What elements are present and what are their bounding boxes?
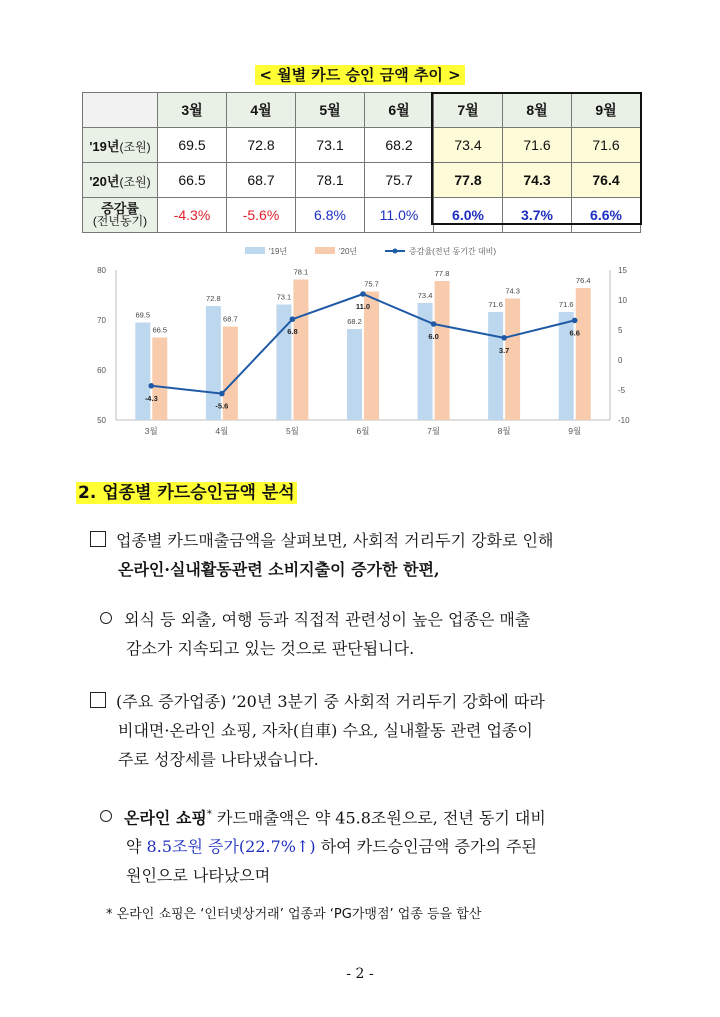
month-header: 4월 [227,93,296,128]
bar [152,338,167,421]
legend-line-marker [393,249,398,254]
table-title: < 월별 카드 승인 금액 추이 > [0,64,720,85]
y2-tick-label: 15 [618,266,627,275]
rate-data-label: -4.3 [144,393,158,403]
table-cell: 11.0% [365,198,434,233]
paragraph-3: (주요 증가업종) ’20년 3분기 중 사회적 거리두기 강화에 따라 비대면·온라인 쇼핑, 자차(自車) 수요, 실내활동 관련 업종이 주로 성장세를 나타냈습니다. [90,687,642,774]
table-header-row [83,93,641,128]
table-cell: -5.6% [227,198,296,233]
table-cell: 3.7% [503,198,572,233]
card-approval-table [82,92,641,233]
bar-data-label: 74.3 [505,286,520,296]
bar [293,280,308,421]
y-tick-label: 60 [97,366,106,375]
table-cell: 72.8 [227,128,296,163]
rate-data-label: 11.0 [355,302,371,311]
row-header: 증감률 (전년동기) [83,198,158,233]
bar-data-label: 68.2 [347,317,362,326]
month-header: 7월 [434,93,503,128]
table-cell: 77.8 [434,163,503,198]
paragraph-3-line-3: 주로 성장세를 나타냈습니다. [118,750,319,769]
month-header: 8월 [503,93,572,128]
table-cell: 6.8% [296,198,365,233]
x-tick-label: 4월 [215,426,229,436]
table-cell: 6.6% [572,198,641,233]
table-cell: 66.5 [158,163,227,198]
rate-data-label: 6.8 [287,327,298,337]
table-cell: 68.7 [227,163,296,198]
table-cell: 78.1 [296,163,365,198]
bar-data-label: 66.5 [152,325,168,335]
legend-label: 증감율(전년 동기간 대비) [409,247,497,256]
table-cell: 73.1 [296,128,365,163]
y2-tick-label: -5 [618,386,626,395]
bar [347,329,362,420]
paragraph-2: 외식 등 외출, 여행 등과 직접적 관련성이 높은 업종은 매출 감소가 지속되고 있는 것으로 판단됩니다. [100,605,642,663]
paragraph-2-line-2: 감소가 지속되고 있는 것으로 판단됩니다. [126,639,415,658]
row-header: '19년(조원) [83,128,158,163]
footnote: * 온라인 쇼핑은 ‘인터넷상거래’ 업종과 ‘PG가맹점’ 업종 등을 합산 [106,907,482,922]
rate-data-label: 6.6 [569,328,580,338]
y-tick-label: 80 [97,266,106,275]
table-row-2020 [83,163,641,198]
table-cell: 73.4 [434,128,503,163]
table-cell: 71.6 [572,128,641,163]
table-row-rate [83,198,641,233]
bar-data-label: 72.8 [206,294,221,303]
x-tick-label: 7월 [427,426,441,436]
month-header: 3월 [158,93,227,128]
paragraph-3-line-2: 비대면·온라인 쇼핑, 자차(自車) 수요, 실내활동 관련 업종이 [118,721,533,740]
card-approval-chart [80,240,640,445]
bar-data-label: 71.6 [488,300,503,309]
rate-point [501,335,507,341]
month-header: 9월 [572,93,641,128]
row-header: '20년(조원) [83,163,158,198]
table-row-2019 [83,128,641,163]
rate-point [148,383,154,389]
y2-tick-label: 10 [618,296,627,305]
x-tick-label: 9월 [568,426,582,436]
bar [576,288,591,420]
rate-point [572,318,578,324]
month-header: 5월 [296,93,365,128]
legend-swatch [245,247,265,254]
rate-point [290,316,296,322]
y2-tick-label: 5 [618,326,623,335]
bar-data-label: 73.4 [417,291,433,300]
section-title: 2. 업종별 카드승인금액 분석 [78,483,295,503]
bar [505,299,520,421]
legend-label: '20년 [339,247,358,256]
bar [135,323,150,421]
rate-data-label: 6.0 [428,332,439,341]
paragraph-1-line-2: 온라인·실내활동관련 소비지출이 증가한 한편, [118,560,440,579]
y-tick-label: 70 [97,316,106,325]
paragraph-4-line-3: 원인으로 나타났으며 [126,866,271,886]
table-cell: 6.0% [434,198,503,233]
x-tick-label: 6월 [356,426,370,436]
table-cell: 76.4 [572,163,641,198]
rate-data-label: 3.7 [498,345,510,355]
month-header: 6월 [365,93,434,128]
table-cell: 69.5 [158,128,227,163]
table-corner-cell [83,93,158,128]
rate-point [431,321,437,327]
rate-point [219,391,225,397]
bar-data-label: 69.5 [135,310,151,320]
bar [435,281,450,420]
y2-tick-label: 0 [618,356,623,365]
bar-data-label: 78.1 [293,267,309,277]
bar-data-label: 68.7 [223,314,238,324]
rate-data-label: -5.6 [215,401,229,411]
x-tick-label: 3월 [144,426,158,436]
legend-swatch [315,247,335,254]
circle-bullet-icon [100,810,112,822]
bar-data-label: 75.7 [364,279,379,289]
legend-label: '19년 [269,247,288,256]
x-tick-label: 8월 [497,426,511,436]
y2-tick-label: -10 [618,416,630,425]
rate-point [360,291,366,297]
square-bullet-icon [90,531,106,547]
x-tick-label: 5월 [285,426,299,436]
page-number: - 2 - [346,966,374,982]
table-cell: 68.2 [365,128,434,163]
table-cell: -4.3% [158,198,227,233]
bar [488,312,503,420]
paragraph-4: 온라인 쇼핑* 카드매출액은 약 45.8조원으로, 전년 동기 대비 약 8.5조원 증가(22.7%↑) 하여 카드승인금액 증가의 주된 원인으로 나타났으며 [100,800,642,890]
y-tick-label: 50 [97,416,106,425]
bar-data-label: 73.1 [276,292,292,302]
square-bullet-icon [90,692,106,708]
bar-data-label: 71.6 [558,300,574,309]
table-cell: 74.3 [503,163,572,198]
circle-bullet-icon [100,612,112,624]
bar-data-label: 76.4 [575,276,591,285]
paragraph-1: 업종별 카드매출금액을 살펴보면, 사회적 거리두기 강화로 인해 온라인·실내활동관련 소비지출이 증가한 한편, [90,526,642,584]
table-cell: 71.6 [503,128,572,163]
table-cell: 75.7 [365,163,434,198]
bar-data-label: 77.8 [434,269,450,278]
